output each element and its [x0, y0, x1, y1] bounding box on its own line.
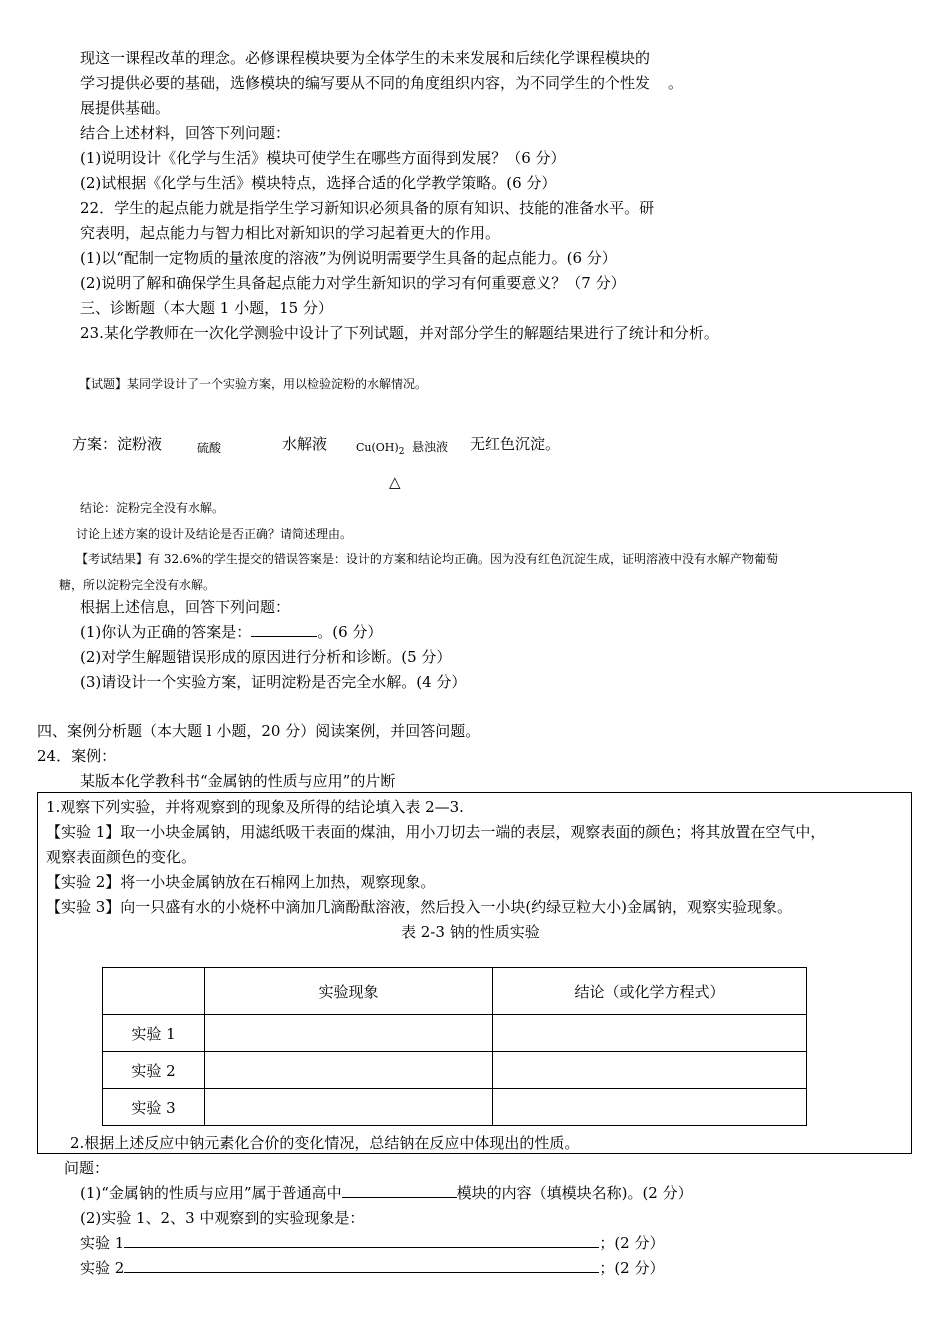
questions-label: 问题：	[64, 1159, 110, 1177]
experiment-2-answer	[80, 1258, 664, 1278]
no-precipitate: 无红色沉淀。	[470, 435, 561, 453]
row-label: 实验 1	[103, 1015, 205, 1052]
question-23: 23.某化学教师在一次化学测验中设计了下列试题，并对部分学生的解题结果进行了统计和分析。	[80, 324, 719, 342]
answer-blank[interactable]	[124, 1233, 599, 1248]
text-line: 结合上述材料，回答下列问题：	[80, 124, 291, 142]
section-4-heading: 四、案例分析题（本大题 l 小题，20 分）阅读案例，并回答问题。	[37, 722, 481, 740]
text-span: 学习提供必要的基础，选修模块的编写要从不同的角度组织内容，为不同学生的个性发	[80, 74, 651, 92]
question-24-1	[80, 1183, 693, 1203]
experiment-1-text: 【实验 1】取一小块金属钠，用滤纸吸干表面的煤油，用小刀切去一端的表层，观察表面的颜色；将其放置在空气中，	[46, 823, 826, 841]
experiment-1-answer	[80, 1233, 664, 1253]
table-cell[interactable]	[493, 1015, 807, 1052]
hydrolysate-label: 水解液	[282, 435, 328, 453]
text-line: 根据上述信息，回答下列问题：	[80, 598, 291, 616]
question-22-1: (1)以“配制一定物质的量浓度的溶液”为例说明需要学生具备的起点能力。(6 分）	[80, 249, 617, 267]
text-line	[80, 73, 683, 93]
sodium-properties-table	[102, 967, 807, 1126]
text-line: 2.根据上述反应中钠元素化合价的变化情况，总结钠在反应中体现出的性质。	[70, 1134, 580, 1152]
answer-blank[interactable]	[251, 622, 317, 637]
question-22-2: (2)说明了解和确保学生具备起点能力对学生新知识的学习有何重要意义？（7 分）	[80, 274, 626, 292]
text-span: 。(6 分）	[317, 623, 383, 641]
trial-text: 【试题】某同学设计了一个实验方案，用以检验淀粉的水解情况。	[79, 377, 428, 391]
table-cell[interactable]	[205, 1052, 493, 1089]
answer-blank[interactable]	[124, 1258, 599, 1273]
question-23-1	[80, 622, 382, 642]
text-line: 观察表面颜色的变化。	[46, 848, 197, 866]
reagent-label	[356, 438, 404, 462]
experiment-2-text: 【实验 2】将一小块金属钠放在石棉网上加热，观察现象。	[46, 873, 436, 891]
result-text: 【考试结果】有 32.6%的学生提交的错误答案是：设计的方案和结论均正确。因为没有红色沉淀生成，证明溶液中没有水解产物葡萄	[76, 552, 778, 566]
text-span: (1)“金属钠的性质与应用”属于普通高中	[80, 1184, 342, 1202]
question-21-2: (2)试根据《化学与生活》模块特点，选择合适的化学教学策略。(6 分）	[80, 174, 557, 192]
text-span: ；(2 分）	[599, 1234, 665, 1252]
plan-label: 方案：淀粉液	[72, 435, 163, 453]
text-line: 展提供基础。	[80, 99, 171, 117]
table-cell[interactable]	[493, 1052, 807, 1089]
table-row	[103, 1052, 807, 1089]
question-23-3: (3)请设计一个实验方案，证明淀粉是否完全水解。(4 分）	[80, 673, 467, 691]
heat-symbol: △	[389, 473, 401, 491]
question-21-1: (1)说明设计《化学与生活》模块可使学生在哪些方面得到发展？（6 分）	[80, 149, 566, 167]
text-span: ；(2 分）	[599, 1259, 665, 1277]
row-label: 实验 2	[103, 1052, 205, 1089]
experiment-3-text: 【实验 3】向一只盛有水的小烧杯中滴加几滴酚酞溶液，然后投入一小块(约绿豆粒大小)金属钠，观察实验现象。	[46, 898, 793, 916]
text-line: 现这一课程改革的理念。必修课程模块要为全体学生的未来发展和后续化学课程模块的	[80, 49, 651, 67]
table-cell[interactable]	[205, 1089, 493, 1126]
table-header-cell: 实验现象	[205, 968, 493, 1015]
question-22: 22．学生的起点能力就是指学生学习新知识必须具备的原有知识、技能的准备水平。研	[80, 199, 655, 217]
table-row	[103, 1089, 807, 1126]
table-header-cell: 结论（或化学方程式）	[493, 968, 807, 1015]
text-line: 1.观察下列实验，并将观察到的现象及所得的结论填入表 2—3.	[46, 798, 464, 816]
answer-blank[interactable]	[342, 1183, 457, 1198]
question-23-2: (2)对学生解题错误形成的原因进行分析和诊断。(5 分）	[80, 648, 452, 666]
case-intro: 某版本化学教科书“金属钠的性质与应用”的片断	[80, 772, 396, 790]
result-text: 糖，所以淀粉完全没有水解。	[59, 578, 216, 592]
conclusion-text: 结论：淀粉完全没有水解。	[80, 501, 225, 515]
text-line: 究表明，起点能力与智力相比对新知识的学习起着更大的作用。	[80, 224, 501, 242]
table-cell[interactable]	[493, 1089, 807, 1126]
text-span: 实验 2	[80, 1259, 125, 1277]
text-span: 模块的内容（填模块名称)。(2 分）	[456, 1184, 693, 1202]
suspension-label: 悬浊液	[412, 440, 449, 454]
reagent-subscript: 2	[398, 447, 405, 458]
text-span: 实验 1	[80, 1234, 125, 1252]
row-label: 实验 3	[103, 1089, 205, 1126]
table-cell[interactable]	[205, 1015, 493, 1052]
discussion-text: 讨论上述方案的设计及结论是否正确？请简述理由。	[76, 527, 353, 541]
acid-label: 硫酸	[197, 441, 222, 455]
section-3-heading: 三、诊断题（本大题 1 小题，15 分）	[80, 299, 333, 317]
question-24-2: (2)实验 1、2、3 中观察到的实验现象是：	[80, 1209, 365, 1227]
question-24: 24．案例：	[37, 747, 117, 765]
reagent-formula: Cu(OH)	[356, 441, 399, 454]
table-header-cell	[103, 968, 205, 1015]
table-caption: 表 2-3 钠的性质实验	[401, 923, 540, 941]
text-span: (1)你认为正确的答案是：	[80, 623, 252, 641]
table-row	[103, 1015, 807, 1052]
table-header-row	[103, 968, 807, 1015]
text-span: 。	[668, 74, 684, 92]
